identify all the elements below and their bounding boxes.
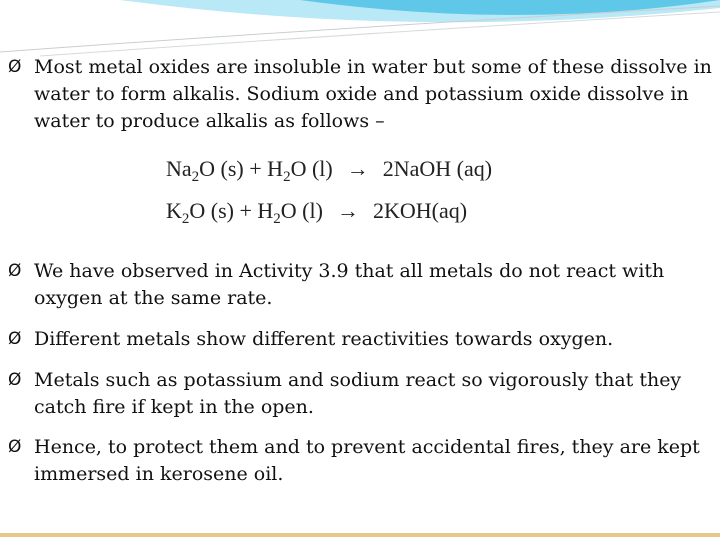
bullet-vigorous-reaction <box>8 367 714 421</box>
bullet-arrow-icon: Ø <box>8 437 22 457</box>
bullet-arrow-icon: Ø <box>8 370 22 390</box>
equation-potassium-oxide: $K_2O$ $(s) + H_2O$ (l) → 2KOH(aq) <box>166 198 468 227</box>
chemical-equations <box>162 150 562 240</box>
bullet-text: Different metals show different reactivities towards oxygen. <box>34 328 614 350</box>
header-wave-decoration <box>0 0 720 60</box>
bullet-activity-observation <box>8 258 714 312</box>
equation-sodium-oxide: $Na_2O$ $(s) + H_2O$ (l) → 2NaOH (aq) <box>166 156 493 185</box>
bullet-text: Metals such as potassium and sodium react so vigorously that they catch fire if kept in the open. <box>34 369 682 418</box>
bullet-reactivities <box>8 326 714 353</box>
bullet-arrow-icon: Ø <box>8 329 22 349</box>
reaction-arrow-icon: → <box>346 156 369 181</box>
bullet-text: Hence, to protect them and to prevent accidental fires, they are kept immersed in kerosene oil. <box>34 436 700 485</box>
bullet-kerosene-storage <box>8 434 714 488</box>
footer-divider <box>0 533 720 537</box>
bullet-arrow-icon: Ø <box>8 261 22 281</box>
bullet-text: We have observed in Activity 3.9 that all metals do not react with oxygen at the same rate. <box>34 260 665 309</box>
bullet-text: Most metal oxides are insoluble in water but some of these dissolve in water to form alkalis. Sodium oxide and potassium oxide dissolve in water to produce alkalis as follows – <box>34 56 712 132</box>
reaction-arrow-icon: → <box>336 198 359 223</box>
bullet-metal-oxides <box>8 54 714 135</box>
bullet-arrow-icon: Ø <box>8 57 22 77</box>
